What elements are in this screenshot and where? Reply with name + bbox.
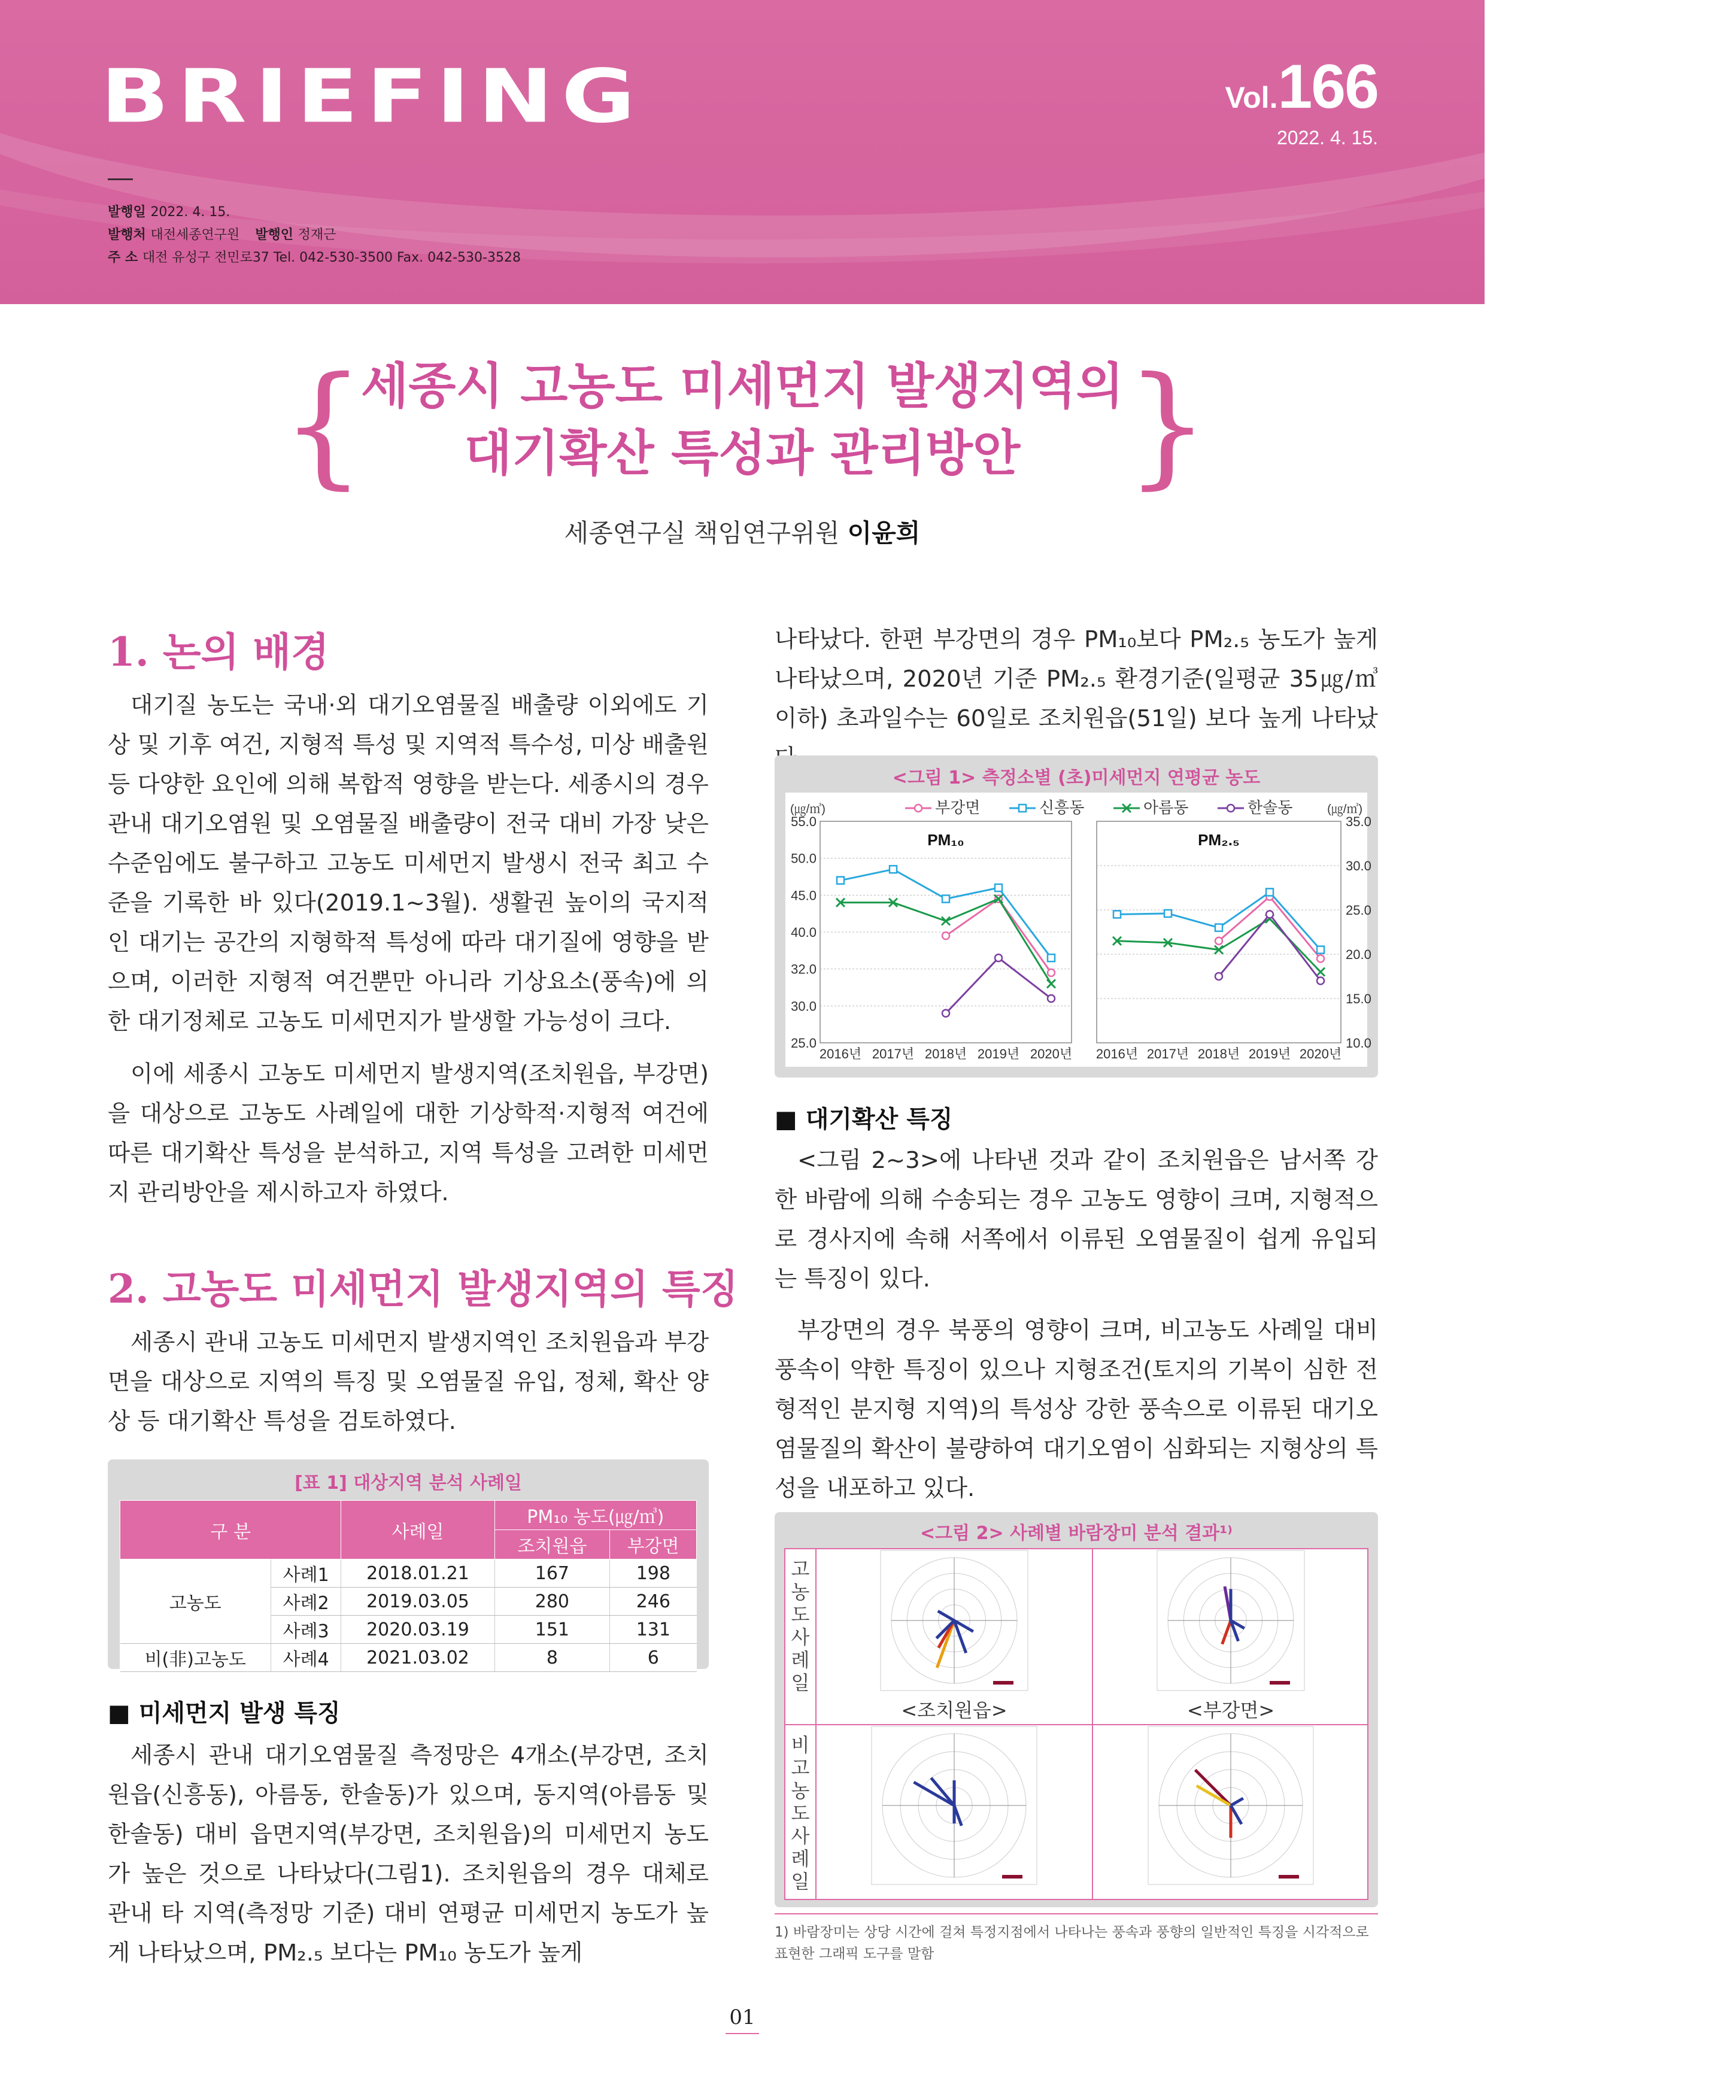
data-marker — [890, 866, 897, 873]
y-tick-label: 20.0 — [1346, 947, 1371, 962]
windrose-legend — [993, 1681, 1013, 1685]
windrose-jochiwon-high: <조치원읍> — [817, 1549, 1093, 1724]
data-marker — [1113, 911, 1121, 918]
figure-2-caption: <그림 2> 사례별 바람장미 분석 결과¹⁾ — [920, 1523, 1233, 1544]
windrose-legend — [1270, 1681, 1290, 1685]
windrose-bugang-nonhigh — [1093, 1725, 1368, 1900]
legend-label: 아름동 — [1143, 799, 1189, 817]
page-title: 세종시 고농도 미세먼지 발생지역의 대기확산 특성과 관리방안 — [361, 358, 1124, 482]
row-label-high: 고농도사례일 — [785, 1549, 817, 1724]
x-tick-label: 2016년 — [819, 1046, 862, 1061]
series-line-아름동 — [840, 899, 1051, 984]
paragraph-pm-characteristics: 세종시 관내 대기오염물질 측정망은 4개소(부강면, 조치원읍(신흥동), 아름동, 한솔동)가 있으며, 동지역(아름동 및 한솔동) 대비 읍면지역(부강면, 조치원읍)의 미세먼지 농도가 높은 것으로 나타났다(그림1). 조치원읍의 경우 대체로 관내 타 지역(측정망 기준) 대비 연평균 미세먼지 농도가 높게 나타났으며, PM₂.₅ 보다는 PM₁₀ 농도가 높게 — [108, 1742, 709, 1967]
table-row: 비(非)고농도 사례4 2021.03.02 8 6 — [120, 1644, 697, 1672]
data-marker — [995, 954, 1002, 961]
left-brace-decoration: { — [281, 348, 365, 502]
section-2-heading: 2. 고농도 미세먼지 발생지역의 특징 — [108, 1266, 739, 1312]
data-marker — [1227, 805, 1234, 812]
x-tick-label: 2018년 — [924, 1046, 967, 1061]
windrose-bugang-high: <부강면> — [1093, 1549, 1368, 1724]
windrose-legend — [1279, 1875, 1299, 1879]
data-marker — [942, 1010, 949, 1017]
x-tick-label: 2016년 — [1095, 1046, 1139, 1061]
brand-logo: BRIEFING — [101, 54, 644, 139]
data-marker — [1048, 969, 1055, 976]
y-tick-label: 40.0 — [791, 925, 817, 940]
data-marker — [1266, 911, 1273, 918]
y-tick-label: 15.0 — [1346, 991, 1371, 1006]
y-tick-label: 25.0 — [791, 1036, 817, 1051]
y-tick-label: 55.0 — [791, 814, 817, 829]
y-tick-label: 10.0 — [1346, 1036, 1371, 1051]
series-line-한솔동 — [1219, 914, 1321, 981]
paragraph-diffusion-1: <그림 2~3>에 나타낸 것과 같이 조치원읍은 남서쪽 강한 바람에 의해 수송되는 경우 고농도 영향이 크며, 지형적으로 경사지에 속해 서쪽에서 이류된 오염물질이 쉽게 유입되는 특징이 있다. — [775, 1147, 1378, 1292]
panel-label: PM₂.₅ — [1198, 831, 1240, 849]
figure-2 — [775, 1512, 1378, 1907]
series-line-부강면 — [1219, 897, 1321, 959]
legend-label: 신흥동 — [1039, 799, 1085, 817]
subheading-diffusion: ■ 대기확산 특징 — [775, 1106, 953, 1133]
data-marker — [942, 932, 949, 939]
data-marker — [942, 896, 949, 903]
windrose-legend — [1002, 1875, 1022, 1879]
section-1-heading: 1. 논의 배경 — [108, 629, 329, 675]
table-row: 고농도 사례1 2018.01.21 167 198 — [120, 1559, 697, 1588]
table-1-caption: [표 1] 대상지역 분석 사례일 — [295, 1473, 522, 1494]
data-marker — [1266, 888, 1273, 896]
paragraph-diffusion-2: 부강면의 경우 북풍의 영향이 크며, 비고농도 사례일 대비 풍속이 약한 특징이 있으나 지형조건(토지의 기복이 심한 전형적인 분지형 지역)의 특성상 강한 풍속으로 이류된 대기오염물질의 확산이 불량하여 대기오염이 심화되는 지형상의 특성을 내포하고 있다. — [775, 1317, 1378, 1502]
paragraph-continued: 나타났다. 한편 부강면의 경우 PM₁₀보다 PM₂.₅ 농도가 높게 나타났으며, 2020년 기준 PM₂.₅ 환경기준(일평균 35㎍/㎥ 이하) 초과일수는 60일로 조치원읍(51일) 보다 높게 나타났 — [775, 626, 1378, 732]
volume: Vol.166 — [1225, 52, 1378, 122]
series-line-신흥동 — [840, 869, 1051, 958]
header-banner — [0, 0, 1485, 304]
publication-info: 발행일 2022. 4. 15. 발행처 대전세종연구원 발행인 정재근 주 소 대전 유성구 전민로37 Tel. 042-530-3500 Fax. 042-530-3528 — [108, 205, 521, 265]
row-label-nonhigh: 비고농도사례일 — [785, 1725, 817, 1900]
windrose-jochiwon-nonhigh — [817, 1725, 1093, 1900]
y-tick-label: 50.0 — [791, 851, 817, 866]
figure-1 — [775, 755, 1378, 1078]
x-tick-label: 2018년 — [1197, 1046, 1240, 1061]
data-marker — [1317, 946, 1324, 954]
data-marker — [1317, 955, 1324, 962]
figure-1-caption: <그림 1> 측정소별 (초)미세먼지 연평균 농도 — [892, 767, 1261, 788]
data-marker — [1019, 805, 1026, 812]
data-marker — [1215, 937, 1222, 945]
y-tick-label: 30.0 — [791, 999, 817, 1014]
y-tick-label: 30.0 — [1346, 858, 1371, 873]
data-marker — [1215, 973, 1222, 980]
paragraph-background-1: 대기질 농도는 국내·외 대기오염물질 배출량 이외에도 기상 및 기후 여건, 지형적 특성 및 지역적 특수성, 미상 배출원 등 다양한 요인에 의해 복합적 영향을 받는다. 세종시의 경우 관내 대기오염원 및 오염물질 배출량이 전국 대비 가장 낮은 수준임에도 불구하고 고농도 미세먼지 발생시 전국 최고 수준을 기록한 바 있다(2019.1~3월). 생활권 높이의 국지적인 대기는 공간의 지형학적 특성에 따라 대기질에 영향을 받으며, 이러한 지형적 여건뿐만 아니라 기상요소(풍속)에 의한 대기정체로 고농도 미세먼지가 발생할 가능성이 크다. — [108, 692, 709, 1035]
page-number: 01 — [729, 2005, 755, 2029]
y-unit-right: (㎍/㎥) — [1327, 803, 1362, 816]
series-line-한솔동 — [946, 958, 1051, 1013]
issue-date: 2022. 4. 15. — [1276, 127, 1378, 148]
data-marker — [1164, 910, 1172, 917]
y-tick-label: 25.0 — [1346, 903, 1371, 918]
data-marker — [1048, 954, 1055, 961]
panel-label: PM₁₀ — [927, 831, 964, 849]
x-tick-label: 2019년 — [977, 1046, 1020, 1061]
table-row: 사례2 2019.03.05 280 246 — [120, 1588, 697, 1616]
data-marker — [995, 884, 1002, 891]
y-tick-label: 35.0 — [1346, 814, 1371, 829]
paragraph-background-2: 이에 세종시 고농도 미세먼지 발생지역(조치원읍, 부강면)을 대상으로 고농도 사례일에 대한 기상학적·지형적 여건에 따른 대기확산 특성을 분석하고, 지역 특성을 고려한 미세먼지 관리방안을 제시하고자 하였다. — [108, 1061, 709, 1206]
table-1 — [108, 1459, 709, 1669]
data-marker — [915, 805, 922, 812]
table-row: 사례3 2020.03.19 151 131 — [120, 1616, 697, 1644]
right-brace-decoration: } — [1125, 348, 1209, 502]
x-tick-label: 2020년 — [1030, 1046, 1073, 1061]
data-marker — [1048, 995, 1055, 1002]
x-tick-label: 2017년 — [1146, 1046, 1189, 1061]
footnote: 1) 바람장미는 상당 시간에 걸쳐 특정지점에서 나타나는 풍속과 풍향의 일반적인 특징을 시각적으로 표현한 그래픽 도구를 말함 — [775, 1925, 1369, 1962]
author-line: 세종연구실 책임연구위원 이윤희 — [564, 518, 921, 548]
data-marker — [837, 877, 844, 884]
legend-label: 부강면 — [935, 799, 981, 817]
subheading-pm-characteristics: ■ 미세먼지 발생 특징 — [108, 1700, 341, 1727]
x-tick-label: 2020년 — [1299, 1046, 1342, 1061]
y-tick-label: 32.0 — [791, 961, 817, 977]
paragraph-section2-intro: 세종시 관내 고농도 미세먼지 발생지역인 조치원읍과 부강면을 대상으로 지역의 특징 및 오염물질 유입, 정체, 확산 양상 등 대기확산 특성을 검토하였다. — [108, 1329, 709, 1435]
y-unit-left: (㎍/㎥) — [790, 803, 825, 816]
case-days-table: 구 분 사례일 PM₁₀ 농도(㎍/㎥) 조치원읍 부강면 고농도 사례1 2018.01.21 167 198 사례2 2019.03.05 280 246 사례3 2020.03.19 151 131 비(非)고농도 사례4 2021.03.02 8 6 — [120, 1500, 697, 1672]
data-marker — [1215, 924, 1222, 931]
legend-label: 한솔동 — [1248, 799, 1293, 817]
x-tick-label: 2017년 — [872, 1046, 915, 1061]
x-tick-label: 2019년 — [1248, 1046, 1291, 1061]
data-marker — [1317, 977, 1324, 984]
pm-line-chart — [785, 793, 1371, 1067]
y-tick-label: 45.0 — [791, 888, 817, 903]
